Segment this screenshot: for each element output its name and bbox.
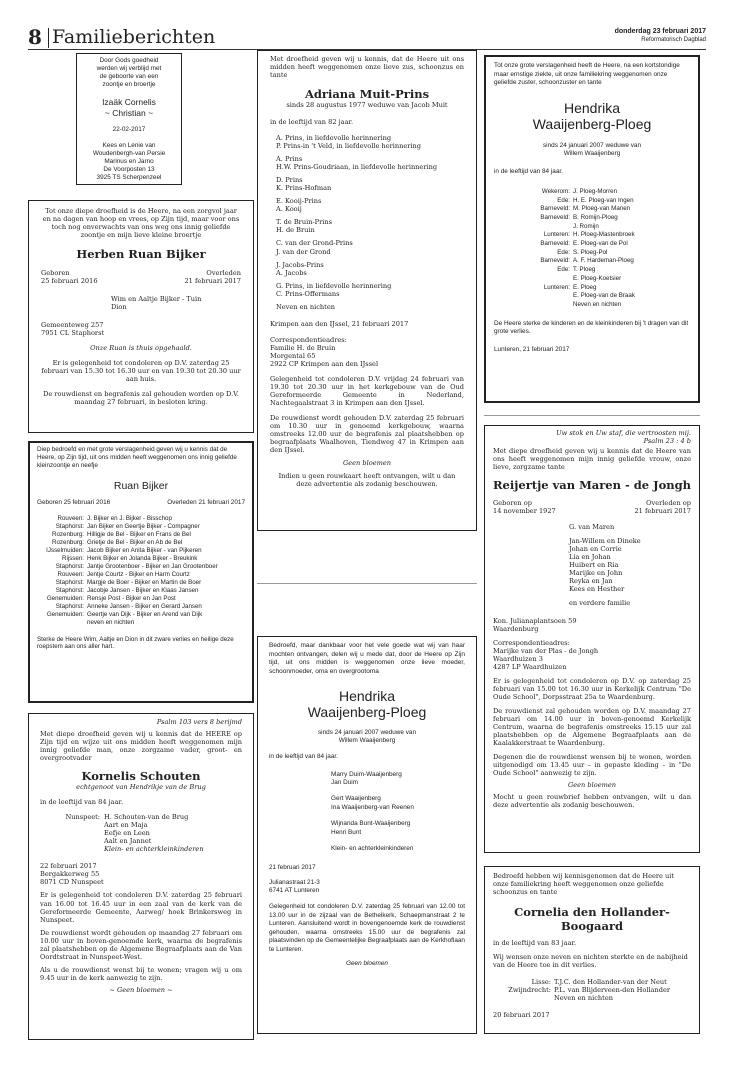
family-place: Genemuiden: bbox=[46, 611, 84, 619]
hendrika2-name-first: Hendrika bbox=[338, 688, 396, 705]
family-line: A. Jacobs bbox=[276, 268, 307, 277]
family-names: Neven en nichten bbox=[554, 994, 613, 1003]
family-place bbox=[514, 223, 573, 232]
kornelis-address: 22 februari 2017 Bergakkerweg 55 8071 CD Nunspeet bbox=[40, 862, 104, 887]
herben-name: Herben Ruan Bijker bbox=[76, 247, 206, 262]
hendrika1-name-first: Hendrika bbox=[563, 99, 621, 116]
family-names: neven en nichten bbox=[87, 619, 135, 627]
family-line: Henri Bunt bbox=[331, 829, 362, 837]
family-row bbox=[514, 231, 690, 240]
kornelis-family: Nunspeet: H. Schouten-van de Brug Aart en Maja Eefje en Leen Aalt en Jannet Klein- en achterkleinkinderen bbox=[65, 813, 204, 854]
ruan-intro: Diep bedroefd en met grote verslagenheid geven wij u kennis dat de Heere, op Zijn tijd, uit ons midden heeft weggenomen ons innig geliefde kleinzoontje en neefje bbox=[37, 446, 237, 469]
family-place bbox=[514, 301, 573, 310]
hendrika1-family-list bbox=[514, 188, 690, 309]
family-names: Margje de Boer - Bijker en Martin de Boer bbox=[87, 579, 202, 587]
family-names: J. Bijker en J. Bijker - Bisschop bbox=[87, 514, 172, 522]
hendrika1-name-last: Waaijenberg-Ploeg bbox=[532, 116, 652, 133]
kornelis-condolence: Er is gelegenheid tot condoleren D.V. zaterdag 25 februari van 16.00 tot 16.45 uur in een zaal van de kerk van de Gereformeerde Gemeente, Aarweg/ hoek Brinkersweg in Nunspeet. bbox=[40, 891, 242, 924]
family-group bbox=[276, 134, 464, 150]
hendrika1-intro: Tot onze grote verslagenheid heeft de Heere, na een kortstondige maar ernstige ziekte, uit onze familiekring weggenomen onze geliefde zuster, schoonzuster en tante bbox=[494, 62, 680, 87]
section-title: Familieberichten bbox=[52, 26, 216, 48]
reijertje-name: Reijertje van Maren - de Jongh bbox=[493, 478, 692, 493]
herben-condolence: Er is gelegenheid tot condoleren op D.V. zaterdag 25 februari van 15.30 tot 16.30 uur en van 19.30 tot 20.30 uur aan huis. bbox=[41, 359, 241, 384]
family-line: Klein- en achterkleinkinderen bbox=[331, 845, 414, 853]
kornelis-intro: Met diepe droefheid geven wij u kennis dat de HEERE op Zijn tijd en wijze uit ons midden heeft weggenomen mijn innig geliefde man, onze zorgzame vader, groot- en overgrootvader bbox=[40, 730, 242, 763]
family-row bbox=[37, 547, 245, 555]
herben-parents: Wim en Aaltje Bijker - Tuin Dion bbox=[111, 295, 202, 312]
family-group bbox=[276, 239, 464, 255]
family-place: Rouveen: bbox=[57, 571, 84, 579]
family-names: A. F. Hardeman-Ploeg bbox=[573, 257, 634, 265]
reijertje-verse-ref: Psalm 23 : 4 b bbox=[643, 437, 691, 446]
family-names: Hilligje de Bel - Bijker en Frans de Bel bbox=[87, 530, 191, 538]
family-place bbox=[514, 275, 573, 284]
birth-name: Izaäk Cornelis bbox=[102, 97, 156, 107]
family-row bbox=[514, 301, 690, 310]
family-row bbox=[514, 205, 690, 214]
family-names: H. E. Ploeg-van Ingen bbox=[573, 196, 634, 204]
family-row bbox=[37, 603, 245, 611]
family-names: Rensje Post - Bijker en Jan Post bbox=[87, 595, 176, 603]
family-row bbox=[514, 275, 690, 284]
obituary-cornelia bbox=[484, 866, 700, 1034]
hendrika2-widow: sinds 24 januari 2007 weduwe van Willem Waaijenberg bbox=[317, 728, 417, 744]
cornelia-date: 20 februari 2017 bbox=[493, 1011, 550, 1020]
family-place: Lisse: bbox=[531, 978, 551, 987]
family-row bbox=[37, 563, 245, 571]
reijertje-correspondence: Correspondentieadres: Marijke van der Plas - de Jongh Waardhuizen 3 4287 LP Waardhuizen bbox=[493, 638, 599, 671]
family-place bbox=[37, 619, 87, 627]
family-row bbox=[37, 539, 245, 547]
family-place bbox=[514, 292, 573, 301]
adriana-place-date: Krimpen aan den IJssel, 21 februari 2017 bbox=[270, 319, 409, 328]
family-row bbox=[37, 515, 245, 523]
family-names: P.L. van Blijderveen-den Hollander bbox=[554, 986, 671, 995]
family-place: Staphorst: bbox=[55, 522, 84, 530]
cornelia-name-last: Boogaard bbox=[560, 919, 624, 934]
family-group bbox=[276, 282, 464, 298]
family-row bbox=[503, 978, 691, 986]
header-divider bbox=[48, 28, 49, 48]
obituary-hendrika-family bbox=[257, 636, 477, 1034]
cornelia-intro: Bedroefd hebben wij kennisgenomen dat de Heere uit onze familiekring heeft weggenomen onze geliefde schoonzus en tante bbox=[493, 872, 675, 897]
family-place: Rouveen: bbox=[57, 514, 84, 522]
family-group bbox=[276, 197, 464, 213]
kornelis-name: Kornelis Schouten bbox=[81, 769, 201, 784]
family-names: Jacob Bijker en Anita Bijker - van Pijkeren bbox=[87, 546, 202, 554]
family-group bbox=[276, 155, 464, 171]
family-row bbox=[503, 994, 691, 1002]
page-header bbox=[28, 25, 706, 50]
family-group bbox=[276, 218, 464, 234]
family-place: Barneveld: bbox=[540, 214, 570, 222]
page-number: 8 bbox=[28, 25, 42, 49]
family-place: Ede: bbox=[557, 248, 570, 256]
family-line: T. de Bruin-Prins bbox=[276, 218, 332, 227]
ruan-closing: Sterke de Heere Wim, Aaltje en Dion in dit zware verlies en heilige deze roepstem aan ons aller hart. bbox=[37, 635, 234, 651]
reijertje-note: Degenen die de rouwdienst wensen bij te wonen, worden uitgenodigd om 13.45 uur – in gepaste kleding – in "De Oude School" aanwezig te zijn. bbox=[493, 752, 691, 777]
family-line: A. Prins bbox=[276, 155, 303, 164]
family-names: Jacobje Jansen - Bijker en Klaas Jansen bbox=[87, 587, 199, 595]
cornelia-age: in de leeftijd van 83 jaar. bbox=[493, 939, 577, 948]
family-names: Anneke Jansen - Bijker en Gerard Jansen bbox=[87, 603, 202, 611]
adriana-intro: Met droefheid geven wij u kennis, dat de Heere uit ons midden heeft weggenomen onze lieve zus, schoonzus en tante bbox=[270, 55, 464, 80]
hendrika2-flowers: Geen bloemen bbox=[346, 960, 388, 967]
herben-address: Gemeenteweg 257 7951 CL Staphorst bbox=[41, 321, 105, 338]
family-names: S. Ploeg-Pol bbox=[573, 248, 608, 256]
family-row bbox=[514, 284, 690, 293]
obituary-kornelis bbox=[28, 713, 254, 1040]
obituary-ruan bbox=[28, 441, 254, 703]
reijertje-address: Kon. Julianaplantsoen 59 Waardenburg bbox=[493, 616, 577, 633]
family-line: H.W. Prins-Goudriaan, in liefdevolle herinnering bbox=[276, 163, 438, 172]
reijertje-service: De rouwdienst zal gehouden worden op D.V. maandag 27 februari om 14.00 uur in boven-genoemd Kerkelijk Centrum, waarna de begrafenis omstreeks 15.15 uur zal plaatshebben op de Algemene Begraafplaats aan de Kaalakkerstraat te Waardenburg. bbox=[493, 706, 691, 747]
adriana-age: in de leeftijd van 82 jaar. bbox=[270, 118, 354, 127]
family-names: E. Ploeg-Koetsier bbox=[573, 274, 622, 282]
family-group bbox=[331, 771, 465, 789]
family-line: Neven en nichten bbox=[276, 302, 335, 311]
adriana-family-list bbox=[276, 134, 464, 311]
family-line: Gert Waaijenberg bbox=[331, 795, 381, 803]
kornelis-service: De rouwdienst wordt gehouden op maandag 27 februari om 10.00 uur in boven-genoemde kerk, waarna de begrafenis zal plaatshebben op de Algemene Begraafplaats aan de Van Oordtstraat in Nunspeet-West. bbox=[40, 928, 242, 961]
family-place: Barneveld: bbox=[540, 257, 570, 265]
family-row bbox=[37, 595, 245, 603]
family-names: T. Ploeg bbox=[573, 266, 596, 274]
adriana-name: Adriana Muit-Prins bbox=[304, 87, 430, 102]
birth-intro: Door Gods goedheid werden wij verblijd met de geboorte van een zoontje en broertje bbox=[96, 57, 162, 88]
family-line: C. van der Grond-Prins bbox=[276, 239, 353, 248]
obituary-herben bbox=[28, 200, 254, 433]
family-names: E. Ploeg bbox=[573, 283, 597, 291]
adriana-correspondence: Correspondentieadres: Familie H. de Bruin Morgental 65 2922 CP Krimpen aan den IJssel bbox=[270, 335, 379, 368]
family-row bbox=[37, 523, 245, 531]
reijertje-verse: Uw stok en Uw staf, die vertroosten mij. bbox=[556, 429, 691, 437]
birth-announcement bbox=[76, 53, 182, 185]
family-line: J. Jacobs-Prins bbox=[276, 260, 324, 269]
hendrika2-address: Julianastraat 21-3 6741 AT Lunteren bbox=[269, 879, 320, 895]
family-row bbox=[503, 986, 691, 994]
family-line: Wijnanda Bunt-Waaijenberg bbox=[331, 820, 411, 828]
family-names: Jentje Courtz - Bijker en Harm Courtz bbox=[87, 571, 190, 579]
family-place: Rozenburg: bbox=[52, 538, 84, 546]
ruan-name: Ruan Bijker bbox=[113, 479, 169, 492]
kornelis-flowers: ~ Geen bloemen ~ bbox=[109, 985, 173, 994]
family-row bbox=[514, 197, 690, 206]
reijertje-card: Mocht u geen rouwbrief hebben ontvangen, wilt u dan deze advertentie als zodanig beschouwen. bbox=[493, 793, 691, 810]
family-names: E. Ploeg-van de Braak bbox=[573, 292, 635, 300]
herben-dates: Geboren 25 februari 2016 Overleden 21 februari 2017 bbox=[41, 269, 241, 286]
family-line: Marry Duim-Waaijenberg bbox=[331, 770, 402, 778]
family-names: Geertje van Dijk - Bijker en Arend van Dijk bbox=[87, 611, 203, 619]
adriana-condolence: Gelegenheid tot condoleren D.V. vrijdag 24 februari van 19.30 tot 20.30 uur in het kerkgebouw van de Oud Gereformeerde Gemeente in Nederland, Nachtegaalstraat 3 in Krimpen aan den IJssel. bbox=[270, 374, 464, 407]
birth-parents: Kees en Lenie van Woudenbergh-van Persie Marinus en Jarno De Voorposten 13 3925 TS Scherpenzeel bbox=[92, 142, 166, 182]
family-row bbox=[37, 611, 245, 619]
issue-date: donderdag 23 februari 2017 bbox=[614, 28, 706, 35]
family-names: J. Romijn bbox=[573, 222, 599, 230]
family-row bbox=[514, 266, 690, 275]
family-place: Wekerom: bbox=[541, 188, 570, 196]
family-row bbox=[37, 571, 245, 579]
family-row bbox=[514, 214, 690, 223]
family-row bbox=[514, 240, 690, 249]
family-names: T.J.C. den Hollander-van der Neut bbox=[554, 978, 667, 987]
family-group bbox=[276, 176, 464, 192]
family-line: Ina Waaijenberg-van Reenen bbox=[331, 804, 414, 812]
hendrika2-name-last: Waaijenberg-Ploeg bbox=[307, 704, 427, 721]
family-names: J. Ploeg-Morren bbox=[573, 188, 618, 196]
family-place: Staphorst: bbox=[55, 579, 84, 587]
family-place: Lunteren: bbox=[543, 231, 570, 239]
reijertje-family: G. van Maren Jan-Willem en Dineke Johan en Corrie Lia en Johan Huibert en Ria Marijke en John Reyka en Jan Kees en Hesther en verdere familie bbox=[569, 523, 641, 608]
family-names: Grietje de Bel - Bijker en Ab de Bel bbox=[87, 538, 183, 546]
adriana-service: De rouwdienst wordt gehouden D.V. zaterdag 25 februari om 10.30 uur in genoemd kerkgebouw, waarna omstreeks 12.00 uur de begrafenis zal plaatshebben op begraafplaats Waalhoven, Tiendweg 47 in Krimpen aan den IJssel. bbox=[270, 413, 464, 455]
family-row bbox=[514, 188, 690, 197]
family-row bbox=[37, 531, 245, 539]
ruan-dates: Geboren 25 februari 2016 Overleden 21 februari 2017 bbox=[37, 498, 245, 506]
family-place: Staphorst: bbox=[55, 587, 84, 595]
family-line: A. Prins, in liefdevolle herinnering bbox=[276, 134, 392, 143]
newspaper-name: Reformatorisch Dagblad bbox=[641, 37, 706, 43]
family-row bbox=[514, 223, 690, 232]
hendrika2-age: in de leeftijd van 84 jaar. bbox=[269, 752, 338, 760]
family-line: C. Prins-Offermans bbox=[276, 289, 340, 298]
family-place: IJsselmuiden: bbox=[46, 546, 84, 554]
adriana-widow: sinds 28 augustus 1977 weduwe van Jacob Muit bbox=[286, 101, 448, 110]
family-place: Barneveld: bbox=[540, 240, 570, 248]
family-row bbox=[37, 555, 245, 563]
herben-intro: Tot onze diepe droefheid is de Heere, na een zorgvol jaar en na dagen van hoop en vrees, op Zijn tijd, maar voor ons toch nog onverwachts van ons weg ons innig geliefde zoontje en mijn lieve kleine broertje bbox=[42, 207, 240, 240]
family-row bbox=[514, 249, 690, 258]
herben-service: De rouwdienst en begrafenis zal gehouden worden op D.V. maandag 27 februari, in besloten kring. bbox=[43, 390, 239, 407]
herben-motto: Onze Ruan is thuis opgehaald. bbox=[90, 344, 192, 353]
column-divider bbox=[257, 583, 477, 584]
family-group bbox=[331, 820, 465, 838]
family-group bbox=[276, 261, 464, 277]
family-names: Neven en nichten bbox=[573, 300, 622, 308]
family-row bbox=[514, 292, 690, 301]
family-row bbox=[37, 619, 245, 627]
family-line: H. de Bruin bbox=[276, 226, 315, 235]
family-group bbox=[276, 303, 464, 311]
hendrika1-closing: De Heere sterke de kinderen en de kleinkinderen bij 't dragen van dit grote verlies. bbox=[494, 319, 689, 335]
cornelia-family-list bbox=[503, 978, 691, 1002]
ruan-family-list bbox=[37, 515, 245, 628]
hendrika1-widow: sinds 24 januari 2007 weduwe van Willem Waaijenberg bbox=[542, 142, 642, 158]
obituary-reijertje bbox=[484, 425, 700, 853]
family-line: G. Prins, in liefdevolle herinnering bbox=[276, 281, 392, 290]
birth-nickname: ~ Christian ~ bbox=[104, 107, 154, 118]
family-row bbox=[37, 587, 245, 595]
reijertje-flowers: Geen bloemen bbox=[567, 781, 617, 790]
reijertje-condolence: Er is gelegenheid tot condoleren op D.V. op zaterdag 25 februari van 15.00 tot 16.30 uur in Kerkelijk Centrum "De Oude School", Dorpsstraat 25a te Waardenburg. bbox=[493, 676, 691, 701]
family-names: B. Romijn-Ploeg bbox=[573, 214, 618, 222]
kornelis-spouse: echtgenoot van Hendrikje van de Brug bbox=[76, 783, 206, 792]
kornelis-age: in de leeftijd van 84 jaar. bbox=[40, 798, 124, 807]
family-place: Barneveld: bbox=[540, 205, 570, 213]
family-line: D. Prins bbox=[276, 176, 303, 185]
family-place: Ede: bbox=[557, 196, 570, 204]
family-place bbox=[503, 994, 554, 1002]
birth-date: 22-02-2017 bbox=[112, 126, 146, 134]
hendrika1-age: in de leeftijd van 84 jaar. bbox=[494, 168, 563, 176]
family-names: Jantje Grootenboer - Bijker en Jan Grootenboer bbox=[87, 563, 218, 571]
family-place: Rijssen: bbox=[61, 554, 84, 562]
family-names: E. Ploeg-van de Pol bbox=[573, 240, 628, 248]
family-line: Jan Duim bbox=[331, 779, 358, 787]
family-place: Zwijndrecht: bbox=[508, 986, 551, 995]
kornelis-note: Als u de rouwdienst wenst bij te wonen; vragen wij u om 9.45 uur in de kerk aanwezig te zijn. bbox=[40, 965, 242, 982]
hendrika2-condolence: Gelegenheid tot condoleren D.V. zaterdag 25 februari van 12.00 tot 13.00 uur in de zijzaal van de Bethelkerk, Schaepmanstraat 2 te Lunteren. Aansluitend wordt in bovengenoemde kerk de rouwdienst gehouden, waarna omstreeks 15.00 uur de begrafenis zal plaatsvinden op de Gemeentelijke Begraafplaats aan de Kerkhoflaan te Lunteren. bbox=[269, 903, 465, 953]
cornelia-wish: Wij wensen onze neven en nichten sterkte en de nabijheid van de Heere toe in dit verlies. bbox=[493, 953, 688, 970]
family-row bbox=[514, 257, 690, 266]
family-place: Ede: bbox=[557, 266, 570, 274]
family-names: H. Ploeg-Mastenbroek bbox=[573, 231, 635, 239]
reijertje-intro: Met diepe droefheid geven wij u kennis dat de Heere van ons heeft weggenomen mijn innig geliefde vrouw, onze lieve, zorgzame tante bbox=[493, 447, 691, 472]
family-group bbox=[331, 845, 465, 854]
reijertje-dates: Geboren op 14 november 1927 Overleden op 21 februari 2017 bbox=[493, 499, 691, 516]
family-place: Staphorst: bbox=[55, 563, 84, 571]
column-divider-right bbox=[484, 415, 700, 416]
family-line: A. Kooij bbox=[276, 205, 302, 214]
adriana-flowers: Geen bloemen bbox=[342, 459, 392, 468]
hendrika2-date: 21 februari 2017 bbox=[269, 864, 316, 872]
cornelia-name-first: Cornelia den Hollander- bbox=[514, 905, 670, 920]
family-line: E. Kooij-Prins bbox=[276, 197, 322, 206]
family-row bbox=[37, 579, 245, 587]
hendrika2-intro: Bedroefd, maar dankbaar voor het vele goede wat wij van haar mochten ontvangen, delen wij u mede dat, door de Heere op Zijn tijd, uit ons midden is weggenomen onze lieve moeder, schoonmoeder, oma en overgrootoma bbox=[269, 642, 465, 675]
obituary-hendrika-siblings bbox=[484, 55, 700, 403]
family-line: K. Prins-Hofman bbox=[276, 184, 332, 193]
family-line: P. Prins-in 't Veld, in liefdevolle herinnering bbox=[276, 142, 422, 151]
family-place: Staphorst: bbox=[55, 603, 84, 611]
kornelis-verse: Psalm 103 vers 8 berijmd bbox=[156, 718, 242, 726]
adriana-note: Indien u geen rouwkaart heeft ontvangen, wilt u dan deze advertentie als zodanig beschouwen. bbox=[278, 472, 456, 489]
family-names: Jan Bijker en Geertje Bijker - Compagner bbox=[87, 522, 200, 530]
hendrika1-place-date: Lunteren, 21 februari 2017 bbox=[494, 345, 570, 353]
family-place: Lunteren: bbox=[543, 283, 570, 291]
family-names: Henk Bijker en Jolanda Bijker - Breukink bbox=[87, 554, 198, 562]
family-group bbox=[331, 795, 465, 813]
family-place: Rozenburg: bbox=[52, 530, 84, 538]
hendrika2-family-list bbox=[331, 771, 465, 855]
family-line: J. van der Grond bbox=[276, 247, 331, 256]
family-place: Genemuiden: bbox=[46, 595, 84, 603]
obituary-adriana bbox=[257, 50, 477, 531]
family-names: M. Ploeg-van Manen bbox=[573, 205, 631, 213]
